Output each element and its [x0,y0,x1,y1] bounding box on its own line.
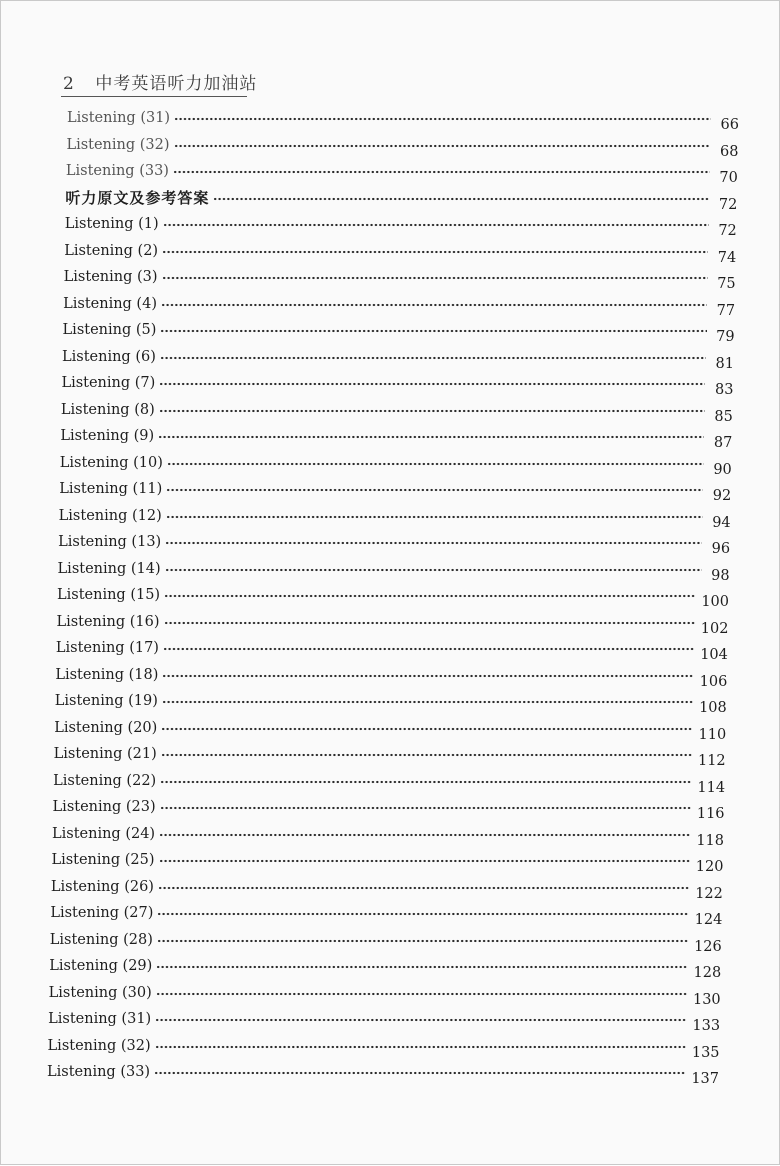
dot-leader [165,539,702,547]
toc-entry [58,529,731,557]
table-of-contents [1,1,780,1166]
toc-entry-label: Listening (28) [49,931,153,948]
toc-entry [63,291,736,319]
toc-entry-label: Listening (31) [67,110,171,126]
toc-entry-page-number: 130 [692,991,721,1008]
toc-entry-page-number: 79 [716,329,735,345]
toc-entry-page-number: 81 [715,355,734,372]
dot-leader [160,354,706,362]
dot-leader [167,460,704,468]
dot-leader [156,990,687,998]
toc-entry-label: Listening (8) [60,401,155,418]
toc-entry-label: Listening (32) [47,1037,151,1054]
toc-entry-page-number: 74 [717,249,737,266]
dot-leader [162,672,693,680]
toc-entry-label: Listening (10) [59,454,163,471]
toc-entry-label: Listening (16) [56,613,160,630]
toc-entry-page-number: 72 [718,196,738,213]
toc-entry-page-number: 96 [711,541,731,557]
dot-leader [158,433,704,441]
toc-entry [55,635,728,663]
toc-entry [60,397,733,425]
dot-leader [155,1043,686,1051]
toc-entry-label: Listening (32) [66,136,170,153]
toc-entry [66,132,739,160]
toc-entry [48,980,721,1008]
toc-entry-label: Listening (3) [63,269,158,285]
header-page-number: 2 [63,74,75,94]
toc-entry-page-number: 66 [720,117,739,133]
toc-entry-label: Listening (4) [63,295,157,312]
toc-entry [67,105,739,133]
dot-leader [165,566,702,574]
toc-entry-page-number: 112 [697,753,726,769]
toc-entry [53,768,726,796]
dot-leader [162,274,708,282]
toc-entry-label: Listening (24) [52,825,156,842]
toc-entry-page-number: 104 [700,647,728,663]
dot-leader [159,857,690,865]
toc-entry-page-number: 110 [698,726,727,743]
dot-leader [161,301,707,309]
toc-entry-label: Listening (27) [50,905,154,921]
toc-entry-page-number: 128 [693,965,722,981]
dot-leader [164,619,695,627]
toc-entry [47,1033,720,1061]
dot-leader [157,937,688,945]
header-book-title: 中考英语听力加油站 [95,74,258,94]
toc-entry-page-number: 102 [700,620,729,637]
toc-entry-page-number: 114 [697,779,726,796]
toc-entry [56,609,729,637]
toc-entry [61,370,734,398]
toc-entry-page-number: 116 [696,806,725,822]
toc-entry-page-number: 137 [691,1071,719,1087]
toc-entry-page-number: 98 [711,567,730,584]
dot-leader [174,142,711,150]
dot-leader [159,380,705,388]
dot-leader [161,725,692,733]
toc-entry [57,556,730,584]
toc-entry-label: Listening (21) [53,746,157,762]
toc-entry-label: Listening (33) [47,1064,151,1080]
toc-entry-label: Listening (18) [55,666,159,683]
toc-entry [60,423,733,451]
toc-entry-page-number: 120 [695,859,724,875]
toc-section-heading [65,185,738,213]
toc-entry-page-number: 122 [695,885,723,902]
dot-leader [164,592,695,600]
toc-entry-label: Listening (33) [65,163,169,179]
toc-entry-label: Listening (19) [54,693,158,709]
toc-entry-page-number: 72 [718,223,737,239]
toc-entry-page-number: 83 [714,382,734,398]
toc-entry-page-number: 75 [717,276,736,292]
toc-entry-page-number: 94 [712,514,731,531]
toc-entry-label: Listening (30) [48,984,152,1001]
dot-leader [160,778,691,786]
dot-leader [174,115,711,123]
toc-entry [62,317,735,345]
dot-leader [173,168,710,176]
dot-leader [162,248,708,256]
toc-entry-label: Listening (7) [61,375,156,391]
toc-entry-label: Listening (1) [64,216,159,232]
toc-entry [47,1059,719,1087]
toc-entry [53,741,726,769]
toc-entry [49,927,722,955]
dot-leader [160,327,706,335]
toc-entry-page-number: 77 [716,302,736,319]
toc-entry [57,582,729,610]
toc-entry [63,264,736,292]
toc-entry-label: Listening (25) [51,852,155,868]
toc-entry-page-number: 126 [694,938,722,955]
toc-entry [52,821,724,849]
toc-entry-label: Listening (6) [62,348,156,365]
dot-leader [158,884,689,892]
dot-leader [213,195,709,203]
toc-entry [50,874,723,902]
toc-entry-label: Listening (22) [53,772,157,789]
toc-entry-label: Listening (17) [55,640,159,656]
dot-leader [156,963,687,971]
toc-entry [59,450,732,478]
toc-entry-page-number: 85 [714,408,733,425]
toc-entry-label: Listening (11) [59,481,163,497]
toc-entry [64,211,737,239]
toc-entry [52,794,725,822]
toc-entry [54,688,727,716]
dot-leader [157,910,688,918]
toc-entry-label: Listening (13) [58,534,162,550]
toc-entry-label: 听力原文及参考答案 [65,188,210,207]
dot-leader [166,513,703,521]
toc-entry-page-number: 108 [699,700,727,716]
toc-entry [48,1006,721,1034]
toc-entry [65,158,738,186]
toc-entry [64,238,737,266]
toc-entry-label: Listening (5) [62,322,157,338]
toc-entry [59,476,732,504]
dot-leader [160,804,691,812]
toc-entry-label: Listening (12) [58,507,162,524]
toc-entry-label: Listening (20) [54,719,158,736]
toc-entry-label: Listening (2) [64,242,159,259]
toc-entry [50,900,723,928]
dot-leader [163,645,694,653]
dot-leader [159,407,705,415]
toc-entry [55,662,728,690]
toc-entry-page-number: 70 [719,170,738,186]
toc-entry-label: Listening (29) [49,958,153,974]
dot-leader [162,698,693,706]
toc-entry-page-number: 118 [696,832,724,849]
toc-entry-label: Listening (26) [50,878,154,895]
toc-entry-page-number: 68 [719,143,739,160]
toc-entry-page-number: 133 [692,1018,721,1034]
dot-leader [161,751,692,759]
toc-entry-label: Listening (14) [57,560,161,577]
toc-entry-page-number: 124 [694,912,723,928]
toc-entry [62,344,734,372]
toc-entry [49,953,722,981]
dot-leader [166,486,703,494]
toc-entry [51,847,724,875]
dot-leader [159,831,690,839]
toc-entry [54,715,727,743]
toc-entry-label: Listening (15) [57,587,161,603]
toc-entry-page-number: 106 [699,673,728,690]
toc-entry-label: Listening (23) [52,799,156,815]
dot-leader [154,1069,685,1077]
toc-entry-page-number: 100 [701,594,729,610]
dot-leader [163,221,709,229]
toc-entry-page-number: 92 [712,488,732,504]
toc-entry-page-number: 90 [713,461,732,478]
toc-entry-label: Listening (31) [48,1011,152,1027]
toc-entry [58,503,731,531]
toc-entry-page-number: 87 [713,435,733,451]
toc-entry-label: Listening (9) [60,428,155,444]
toc-entry-page-number: 135 [691,1044,720,1061]
dot-leader [155,1016,686,1024]
